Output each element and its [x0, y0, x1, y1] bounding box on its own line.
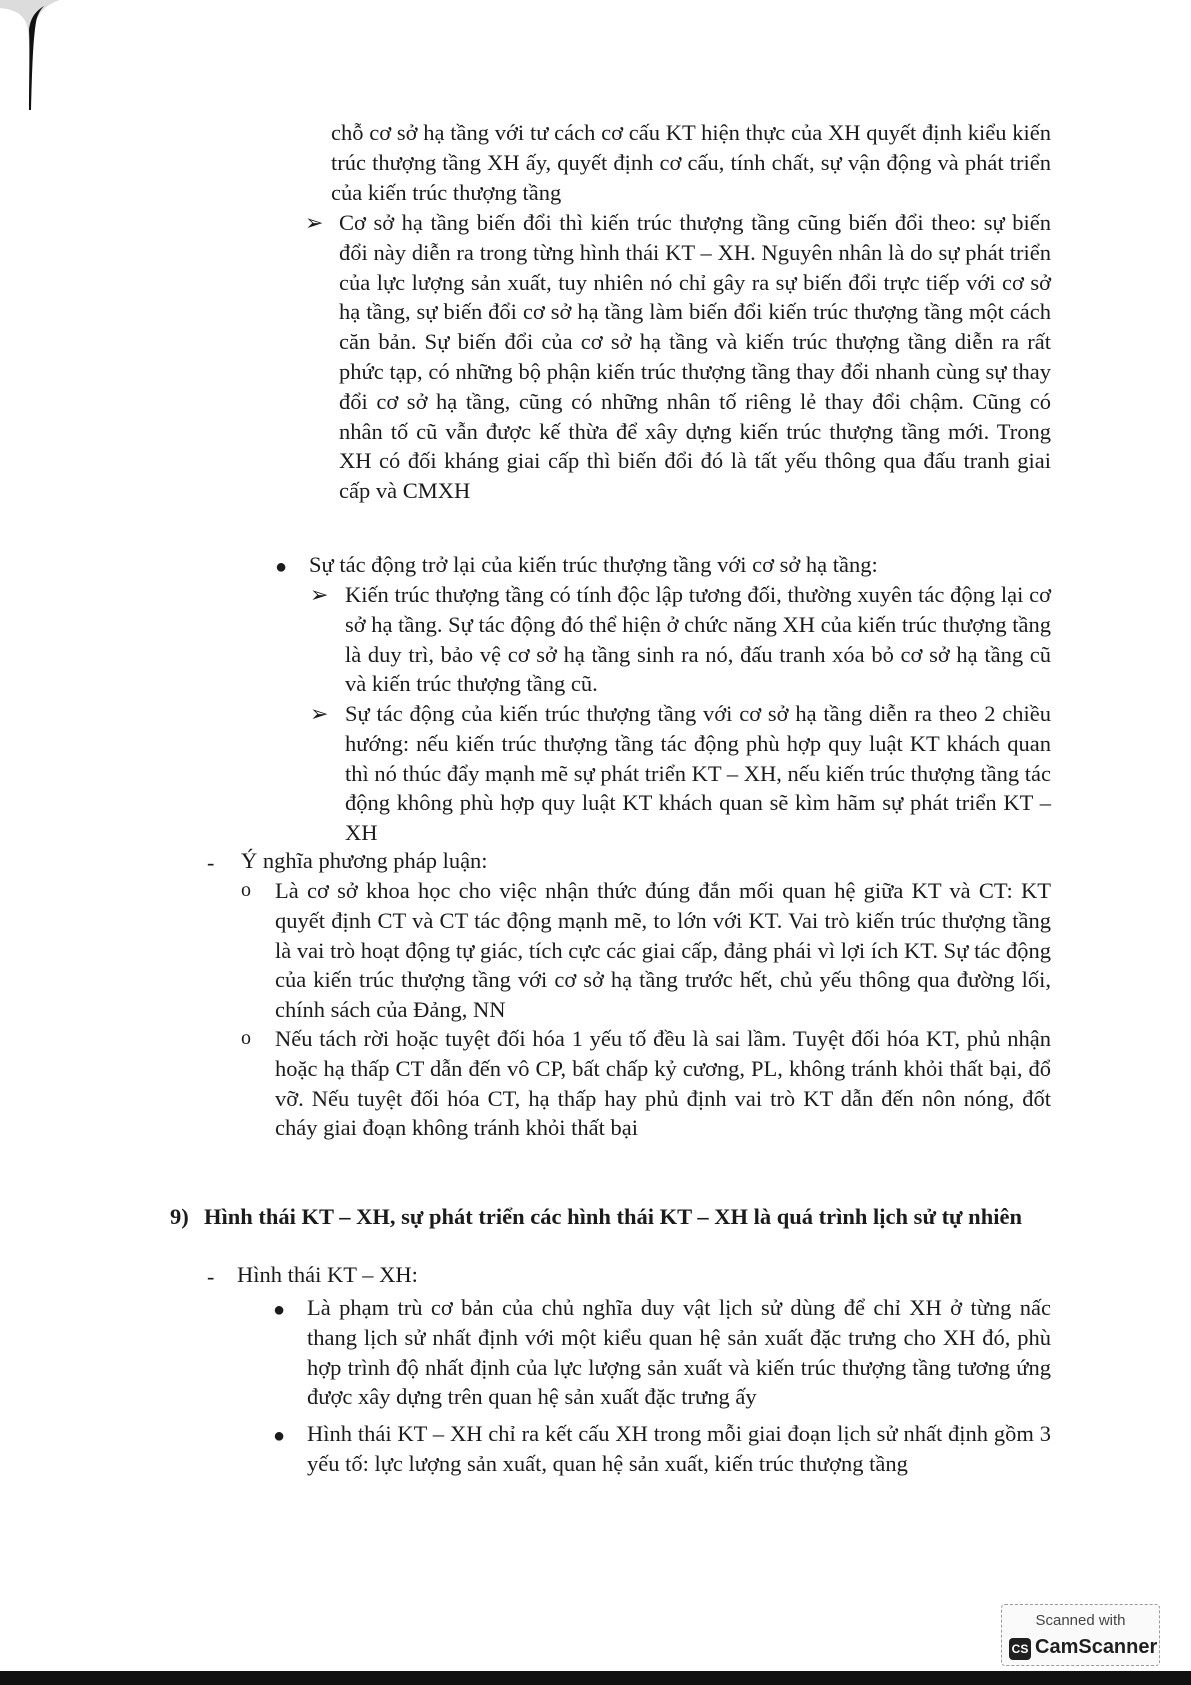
- circle-item-text: Là cơ sở khoa học cho việc nhận thức đúng đắn mối quan hệ giữa KT và CT: KT quyết định CT và CT tác động mạnh mẽ, to lớn với KT. Vai trò kiến trúc thượng tầng là vai trò hoạt động tự giác, tích cực các giai cấp, đảng phái vì lợi ích KT. Sự tác động của kiến trúc thượng tầng với cơ sở hạ tầng trước hết, chủ yếu thông qua đường lối, chính sách của Đảng, NN: [275, 878, 1051, 1023]
- arrow-item-text: Sự tác động của kiến trúc thượng tầng với cơ sở hạ tầng diễn ra theo 2 chiều hướng: nếu kiến trúc thượng tầng tác động phù hợp quy luật KT khách quan thì nó thúc đẩy mạnh mẽ sự phát triển KT – XH, nếu kiến trúc thượng tầng tác động không phù hợp quy luật KT khách quan sẽ kìm hãm sự phát triển KT – XH: [345, 701, 1051, 846]
- dash-item-text: Hình thái KT – XH:: [237, 1262, 418, 1287]
- section-number: 9): [170, 1204, 189, 1229]
- dash-icon: -: [207, 1264, 215, 1289]
- scan-bottom-edge: [0, 1671, 1191, 1685]
- circle-bullet-icon: o: [241, 879, 251, 901]
- dot-bullet-icon: ●: [273, 1299, 286, 1321]
- camscanner-watermark: [1001, 1604, 1160, 1666]
- arrow-item-text: Kiến trúc thượng tầng có tính độc lập tương đối, thường xuyên tác động lại cơ sở hạ tầng. Sự tác động đó thể hiện ở chức năng XH của kiến trúc thượng tầng là duy trì, bảo vệ cơ sở hạ tầng sinh ra nó, đấu tranh xóa bỏ cơ sở hạ tầng cũ và kiến trúc thượng tầng cũ.: [345, 582, 1051, 697]
- circle-bullet-icon: o: [241, 1027, 251, 1049]
- camscanner-logo-icon: CS: [1009, 1638, 1031, 1660]
- dot-bullet-icon: ●: [273, 1425, 286, 1447]
- section-heading: Hình thái KT – XH, sự phát triển các hình thái KT – XH là quá trình lịch sử tự nhiên: [204, 1204, 1022, 1229]
- bullet-item-text: Sự tác động trở lại của kiến trúc thượng tầng với cơ sở hạ tầng:: [309, 552, 878, 577]
- arrow-bullet-icon: ➢: [305, 210, 324, 235]
- circle-item-text: Nếu tách rời hoặc tuyệt đối hóa 1 yếu tố đều là sai lầm. Tuyệt đối hóa KT, phủ nhận hoặc hạ thấp CT dẫn đến vô CP, bất chấp kỷ cương, PL, không tránh khỏi thất bại, đổ vỡ. Nếu tuyệt đối hóa CT, hạ thấp hay phủ định vai trò KT dẫn đến nôn nóng, đốt cháy giai đoạn không tránh khỏi thất bại: [275, 1026, 1051, 1141]
- arrow-bullet-icon: ➢: [310, 582, 329, 607]
- watermark-brand: CamScanner: [1035, 1636, 1158, 1658]
- arrow-bullet-icon: ➢: [310, 701, 329, 726]
- bullet-item-text: Hình thái KT – XH chỉ ra kết cấu XH trong mỗi giai đoạn lịch sử nhất định gồm 3 yếu tố: lực lượng sản xuất, quan hệ sản xuất, kiến trúc thượng tầng: [307, 1421, 1051, 1476]
- bullet-item-text: Là phạm trù cơ bản của chủ nghĩa duy vật lịch sử dùng để chỉ XH ở từng nấc thang lịch sử nhất định với một kiểu quan hệ sản xuất đặc trưng cho XH đó, phù hợp trình độ nhất định của lực lượng sản xuất và kiến trúc thượng tầng tương ứng được xây dựng trên quan hệ sản xuất đặc trưng ấy: [307, 1295, 1051, 1410]
- paragraph-continued: chỗ cơ sở hạ tầng với tư cách cơ cấu KT hiện thực của XH quyết định kiểu kiến trúc thượng tầng XH ấy, quyết định cơ cấu, tính chất, sự vận động và phát triển của kiến trúc thượng tầng: [331, 120, 1051, 205]
- dash-icon: -: [207, 850, 215, 875]
- arrow-item-text: Cơ sở hạ tầng biến đổi thì kiến trúc thượng tầng cũng biến đổi theo: sự biến đổi này diễn ra trong từng hình thái KT – XH. Nguyên nhân là do sự phát triển của lực lượng sản xuất, tuy nhiên nó chỉ gây ra sự biến đổi trực tiếp với cơ sở hạ tầng, sự biến đổi cơ sở hạ tầng làm biến đổi kiến trúc thượng tầng một cách căn bản. Sự biến đổi của cơ sở hạ tầng và kiến trúc thượng tầng diễn ra rất phức tạp, có những bộ phận kiến trúc thượng tầng thay đổi nhanh cùng sự thay đổi cơ sở hạ tầng, cũng có những nhân tố riêng lẻ thay đổi chậm. Cũng có nhân tố cũ vẫn được kế thừa để xây dựng kiến trúc thượng tầng mới. Trong XH có đối kháng giai cấp thì biến đổi đó là tất yếu thông qua đấu tranh giai cấp và CMXH: [339, 210, 1051, 504]
- dot-bullet-icon: ●: [275, 556, 288, 578]
- watermark-caption: Scanned with: [1035, 1612, 1126, 1629]
- dash-item-text: Ý nghĩa phương pháp luận:: [241, 848, 488, 873]
